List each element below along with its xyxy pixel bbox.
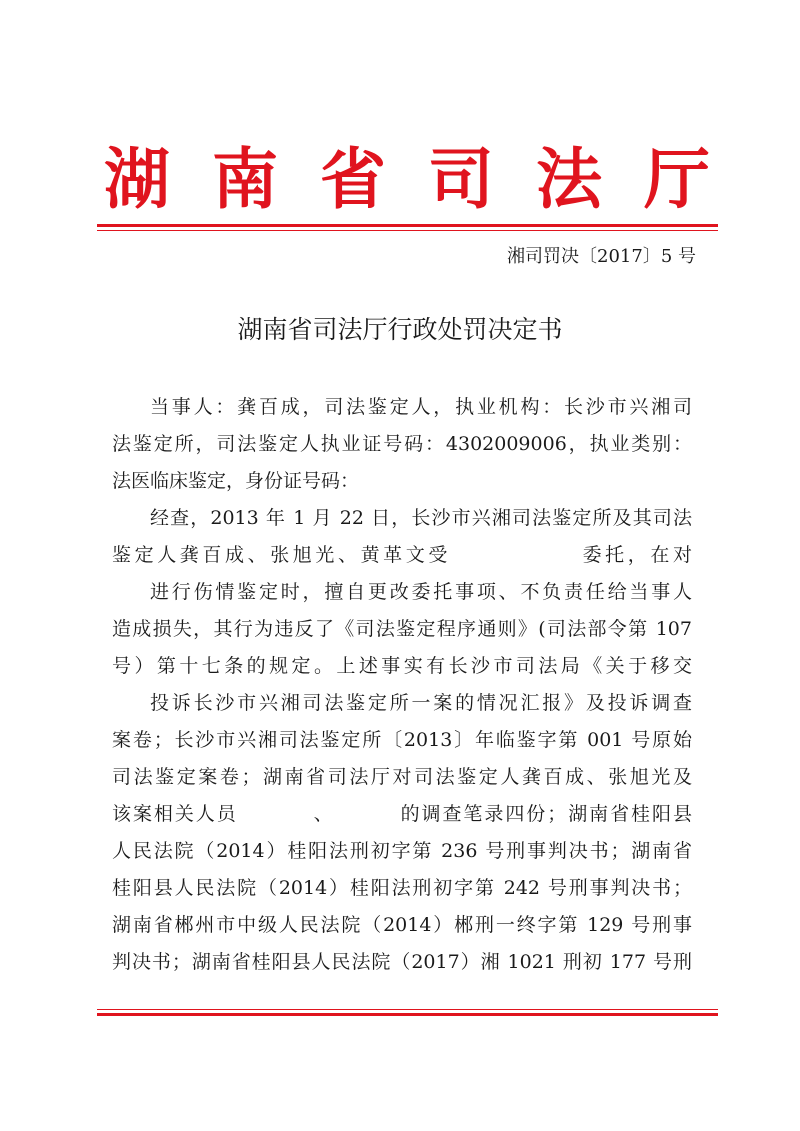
body-line: 人民法院（2014）桂阳法刑初字第 236 号刑事判决书；湖南省 bbox=[112, 840, 692, 862]
header-char: 司 bbox=[428, 141, 494, 218]
body-line: 号）第十七条的规定。上述事实有长沙市司法局《关于移交 bbox=[112, 655, 692, 677]
body-line: 桂阳县人民法院（2014）桂阳法刑初字第 242 号刑事判决书； bbox=[112, 877, 692, 899]
document-title: 湖南省司法厅行政处罚决定书 bbox=[237, 315, 563, 344]
body-line: 进行伤情鉴定时，擅自更改委托事项、不负责任给当事人 bbox=[150, 581, 692, 603]
body-line bbox=[112, 537, 692, 574]
header-char: 省 bbox=[320, 141, 386, 218]
body-line: 案卷；长沙市兴湘司法鉴定所〔2013〕年临鉴字第 001 号原始 bbox=[112, 729, 692, 751]
header-divider-thick bbox=[97, 224, 718, 227]
body-line: 判决书；湖南省桂阳县人民法院（2017）湘 1021 刑初 177 号刑 bbox=[112, 951, 692, 973]
header-char: 南 bbox=[212, 141, 278, 218]
footer-divider-thick bbox=[97, 1013, 718, 1016]
body-line: 法医临床鉴定，身份证号码： bbox=[112, 470, 360, 492]
body-line bbox=[112, 796, 692, 833]
document-number: 湘司罚决〔2017〕5 号 bbox=[507, 246, 696, 267]
header-char: 厅 bbox=[644, 141, 710, 218]
body-segment: 鉴定人龚百成、张旭光、黄革文受 bbox=[112, 544, 451, 566]
document-body bbox=[112, 389, 692, 981]
body-segment: 、 bbox=[311, 803, 335, 825]
body-line: 当事人：龚百成，司法鉴定人，执业机构：长沙市兴湘司 bbox=[150, 396, 692, 418]
body-segment: 委托，在对 bbox=[578, 544, 692, 566]
header-divider-thin bbox=[97, 230, 718, 231]
body-line: 投诉长沙市兴湘司法鉴定所一案的情况汇报》及投诉调查 bbox=[150, 692, 692, 714]
body-line: 造成损失，其行为违反了《司法鉴定程序通则》(司法部令第 107 bbox=[112, 618, 692, 640]
body-segment: 的调查笔录四份；湖南省桂阳县 bbox=[398, 803, 692, 825]
issuing-authority-header bbox=[97, 140, 717, 220]
footer-divider-thin bbox=[97, 1009, 718, 1010]
header-char: 法 bbox=[536, 141, 602, 218]
body-line: 司法鉴定案卷；湖南省司法厅对司法鉴定人龚百成、张旭光及 bbox=[112, 766, 692, 788]
body-line: 湖南省郴州市中级人民法院（2014）郴刑一终字第 129 号刑事 bbox=[112, 914, 692, 936]
body-segment: 该案相关人员 bbox=[112, 803, 238, 825]
body-line: 法鉴定所，司法鉴定人执业证号码：4302009006，执业类别： bbox=[112, 433, 692, 455]
body-line: 经查，2013 年 1 月 22 日，长沙市兴湘司法鉴定所及其司法 bbox=[150, 507, 692, 529]
header-char: 湖 bbox=[104, 141, 170, 218]
